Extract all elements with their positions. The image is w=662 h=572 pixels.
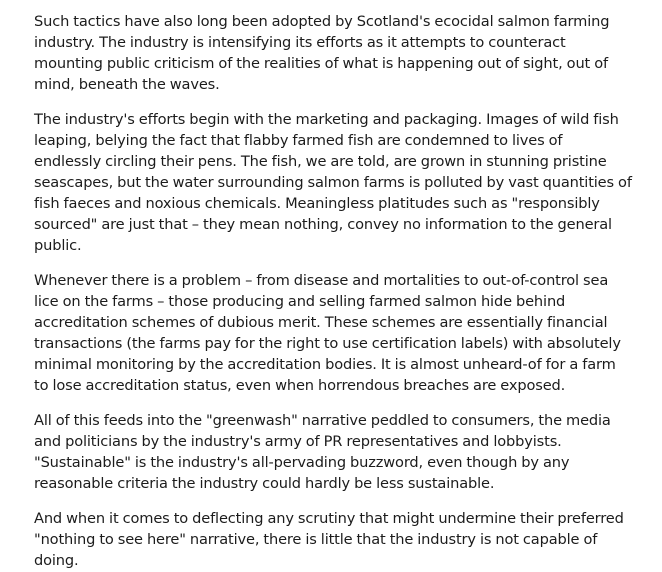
paragraph-4: All of this feeds into the "greenwash" narrative peddled to consumers, the media and politicians by the industry's army of PR representatives and lobbyists. "Sustainable" is the industry's all-pervading buzzword, even though by any reasonable criteria the industry could hardly be less sustainable. bbox=[34, 412, 611, 492]
paragraph-2: The industry's efforts begin with the marketing and packaging. Images of wild fish leaping, belying the fact that flabby farmed fish are condemned to lives of endlessly circling their pens. The fish, we are told, are grown in stunning pristine seascapes, but the water surrounding salmon farms is polluted by vast quantities of fish faeces and noxious chemicals. Meaningless platitudes such as "responsibly sourced" are just that – they mean nothing, convey no information to the general public. bbox=[34, 111, 632, 254]
paragraph-5: And when it comes to deflecting any scrutiny that might undermine their preferred "nothing to see here" narrative, there is little that the industry is not capable of doing. bbox=[34, 510, 624, 569]
paragraph-1: Such tactics have also long been adopted by Scotland's ecocidal salmon farming industry. The industry is intensifying its efforts as it attempts to counteract mounting public criticism of the realities of what is happening out of sight, out of mind, beneath the waves. bbox=[34, 13, 610, 93]
paragraph-3: Whenever there is a problem – from disease and mortalities to out-of-control sea lice on the farms – those producing and selling farmed salmon hide behind accreditation schemes of dubious merit. These schemes are essentially financial transactions (the farms pay for the right to use certification labels) with absolutely minimal monitoring by the accreditation bodies. It is almost unheard-of for a farm to lose accreditation status, even when horrendous breaches are exposed. bbox=[34, 272, 621, 394]
